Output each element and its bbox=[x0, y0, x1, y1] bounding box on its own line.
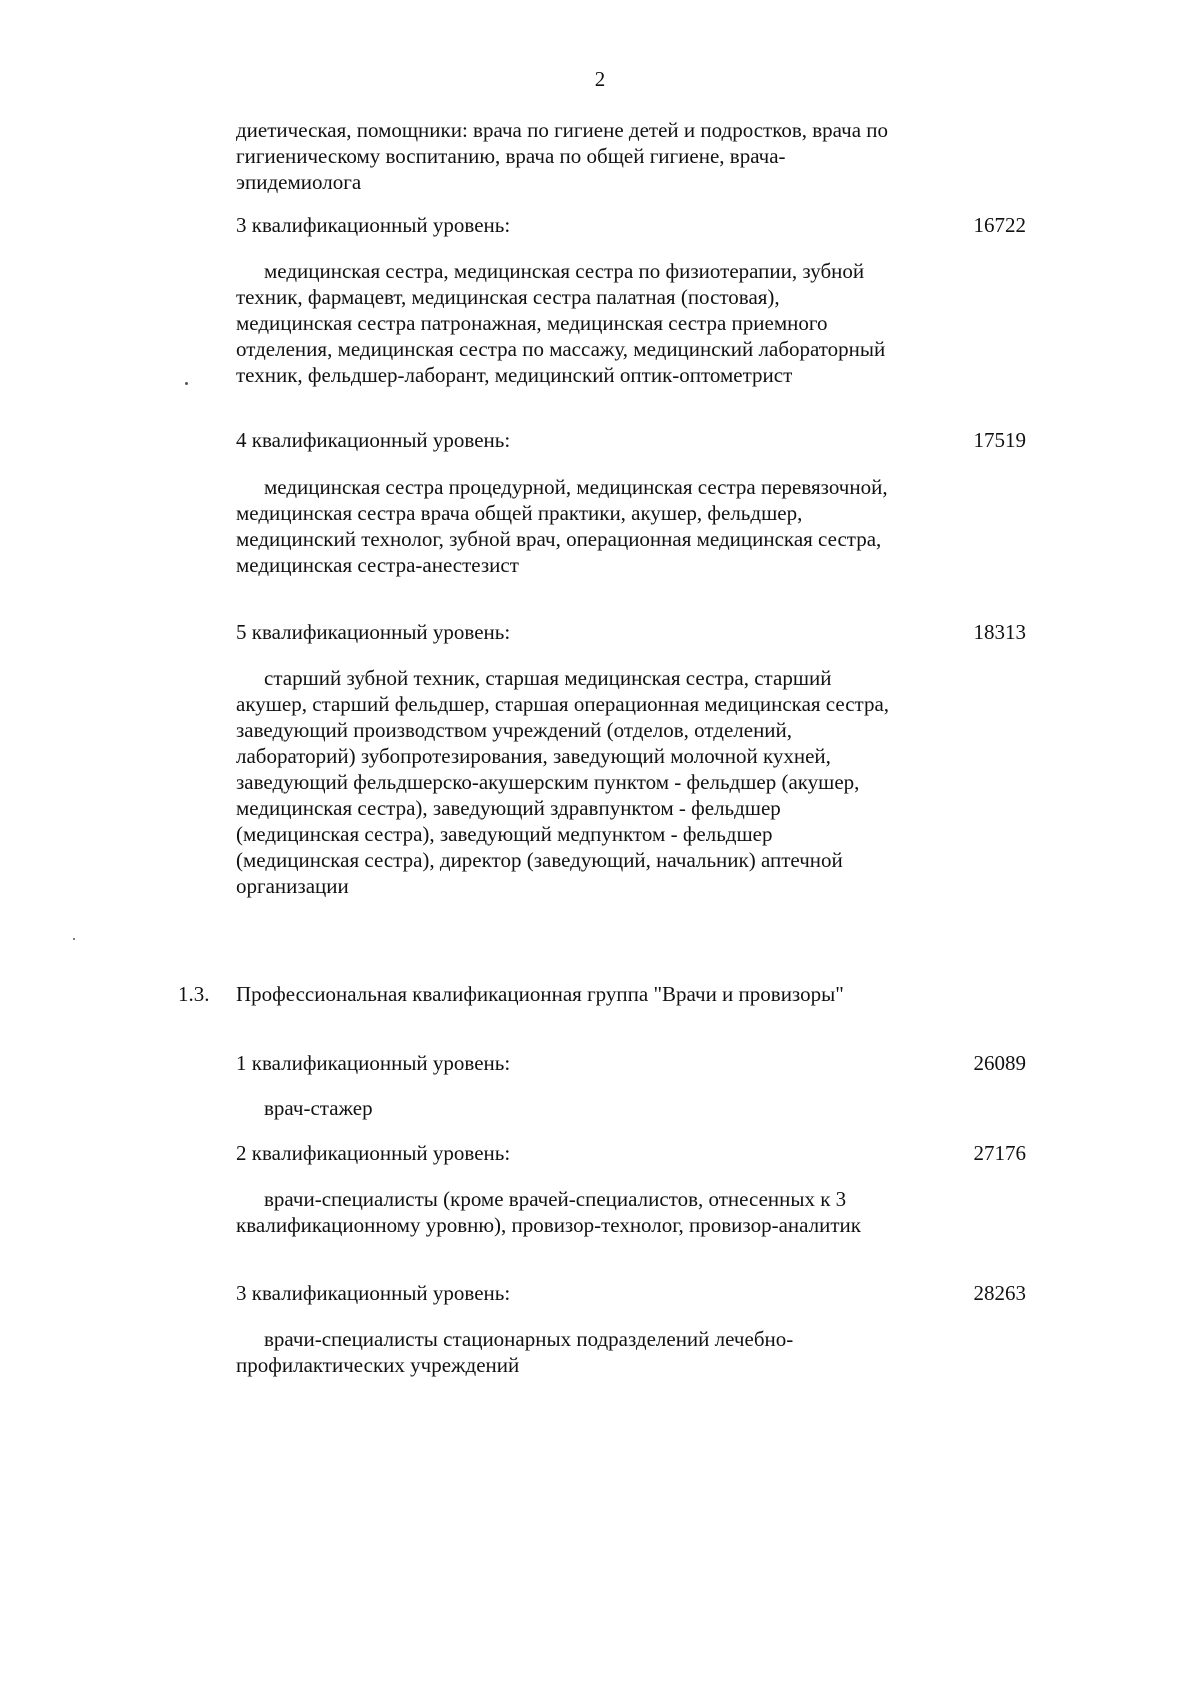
scan-speck bbox=[185, 382, 188, 385]
level-value: 28263 bbox=[973, 1281, 1026, 1305]
level-description: врач-стажер bbox=[264, 1096, 373, 1120]
level-label: 3 квалификационный уровень: bbox=[236, 1281, 511, 1305]
level-description: медицинская сестра процедурной, медицинская сестра перевязочной, медицинская сестра врача общей практики, акушер, фельдшер, медицинский технолог, зубной врач, операционная медицинская сестра, медицинская сестра-анестезист bbox=[236, 475, 888, 577]
level-description: врачи-специалисты стационарных подразделений лечебно-профилактических учреждений bbox=[236, 1327, 794, 1377]
level-value: 16722 bbox=[973, 213, 1026, 237]
level-description: врачи-специалисты (кроме врачей-специалистов, отнесенных к 3 квалификационному уровню), провизор-технолог, провизор-аналитик bbox=[236, 1187, 861, 1237]
level-label: 5 квалификационный уровень: bbox=[236, 620, 511, 644]
scan-speck bbox=[73, 938, 75, 940]
level-value: 17519 bbox=[973, 428, 1026, 452]
level-value: 18313 bbox=[973, 620, 1026, 644]
level-description: медицинская сестра, медицинская сестра по физиотерапии, зубной техник, фармацевт, медицинская сестра палатная (постовая), медицинская сестра патронажная, медицинская сестра приемного отделения, медицинская сестра по массажу, медицинский лабораторный техник, фельдшер-лаборант, медицинский оптик-оптометрист bbox=[236, 259, 886, 387]
level-label: 2 квалификационный уровень: bbox=[236, 1141, 511, 1165]
continuation-text: диетическая, помощники: врача по гигиене детей и подростков, врача по гигиеническому воспитанию, врача по общей гигиене, врача-эпидемиолога bbox=[236, 118, 889, 194]
level-label: 4 квалификационный уровень: bbox=[236, 428, 511, 452]
page-number: 2 bbox=[594, 67, 606, 91]
level-description: старший зубной техник, старшая медицинская сестра, старший акушер, старший фельдшер, старшая операционная медицинская сестра, заведующий производством учреждений (отделов, отделений, лабораторий) зубопротезирования, заведующий молочной кухней, заведующий фельдшерско-акушерским пунктом - фельдшер (акушер, медицинская сестра), заведующий здравпунктом - фельдшер (медицинская сестра), заведующий медпунктом - фельдшер (медицинская сестра), директор (заведующий, начальник) аптечной организации bbox=[236, 666, 890, 898]
level-value: 26089 bbox=[973, 1051, 1026, 1075]
section-title: Профессиональная квалификационная группа "Врачи и провизоры" bbox=[236, 982, 844, 1006]
level-label: 3 квалификационный уровень: bbox=[236, 213, 511, 237]
level-label: 1 квалификационный уровень: bbox=[236, 1051, 511, 1075]
level-value: 27176 bbox=[973, 1141, 1026, 1165]
section-number: 1.3. bbox=[178, 982, 210, 1006]
